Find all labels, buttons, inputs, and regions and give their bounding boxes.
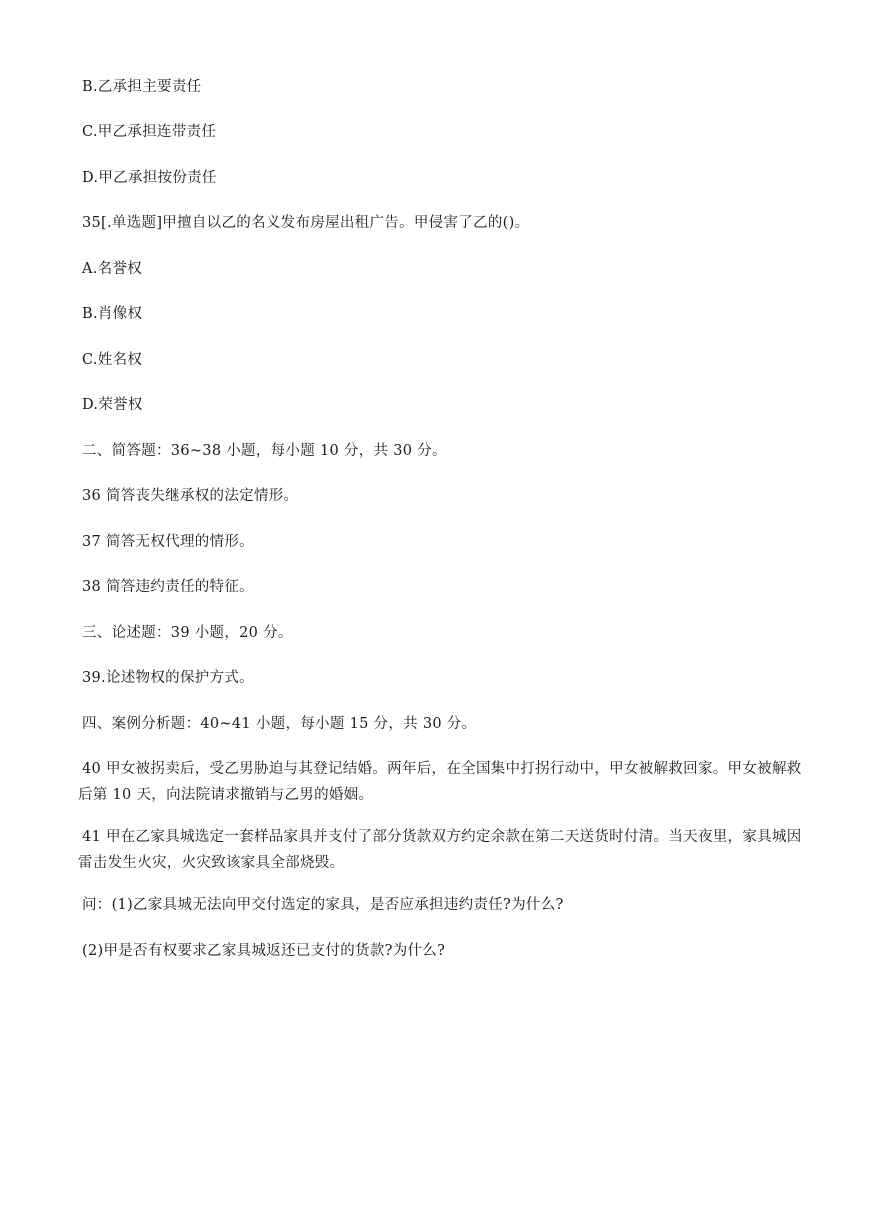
q35-stem: 35[.单选题]甲擅自以乙的名义发布房屋出租广告。甲侵害了乙的()。 — [82, 215, 530, 231]
q40-line-2: 后第 10 天，向法院请求撤销与乙男的婚姻。 — [78, 787, 374, 803]
section2-heading: 二、简答题：36~38 小题，每小题 10 分，共 30 分。 — [82, 443, 447, 459]
q38-text: 38 简答违约责任的特征。 — [82, 579, 254, 595]
q41-ask-1: 问：(1)乙家具城无法向甲交付选定的家具，是否应承担违约责任?为什么? — [82, 897, 564, 913]
q34-option-d: D.甲乙承担按份责任 — [82, 170, 217, 186]
q39-text: 39.论述物权的保护方式。 — [82, 670, 254, 686]
q35-option-b: B.肖像权 — [82, 306, 143, 322]
q34-option-c: C.甲乙承担连带责任 — [82, 124, 217, 140]
q41-line-1: 41 甲在乙家具城选定一套样品家具并支付了部分货款双方约定余款在第二天送货时付清。当天夜里，家具城因 — [82, 829, 802, 845]
section3-heading: 三、论述题：39 小题，20 分。 — [82, 625, 293, 641]
q37-text: 37 简答无权代理的情形。 — [82, 534, 254, 550]
q36-text: 36 简答丧失继承权的法定情形。 — [82, 488, 299, 504]
q35-option-d: D.荣誉权 — [82, 397, 143, 413]
q41-ask-2: (2)甲是否有权要求乙家具城返还已支付的货款?为什么? — [82, 943, 446, 959]
q35-option-a: A.名誉权 — [82, 261, 143, 277]
q40-line-1: 40 甲女被拐卖后，受乙男胁迫与其登记结婚。两年后，在全国集中打拐行动中，甲女被解救回家。甲女被解救 — [82, 761, 802, 777]
q34-option-b: B.乙承担主要责任 — [82, 79, 202, 95]
q35-option-c: C.姓名权 — [82, 352, 143, 368]
section4-heading: 四、案例分析题：40~41 小题，每小题 15 分，共 30 分。 — [82, 716, 477, 732]
q41-line-2: 雷击发生火灾，火灾致该家具全部烧毁。 — [78, 855, 345, 871]
